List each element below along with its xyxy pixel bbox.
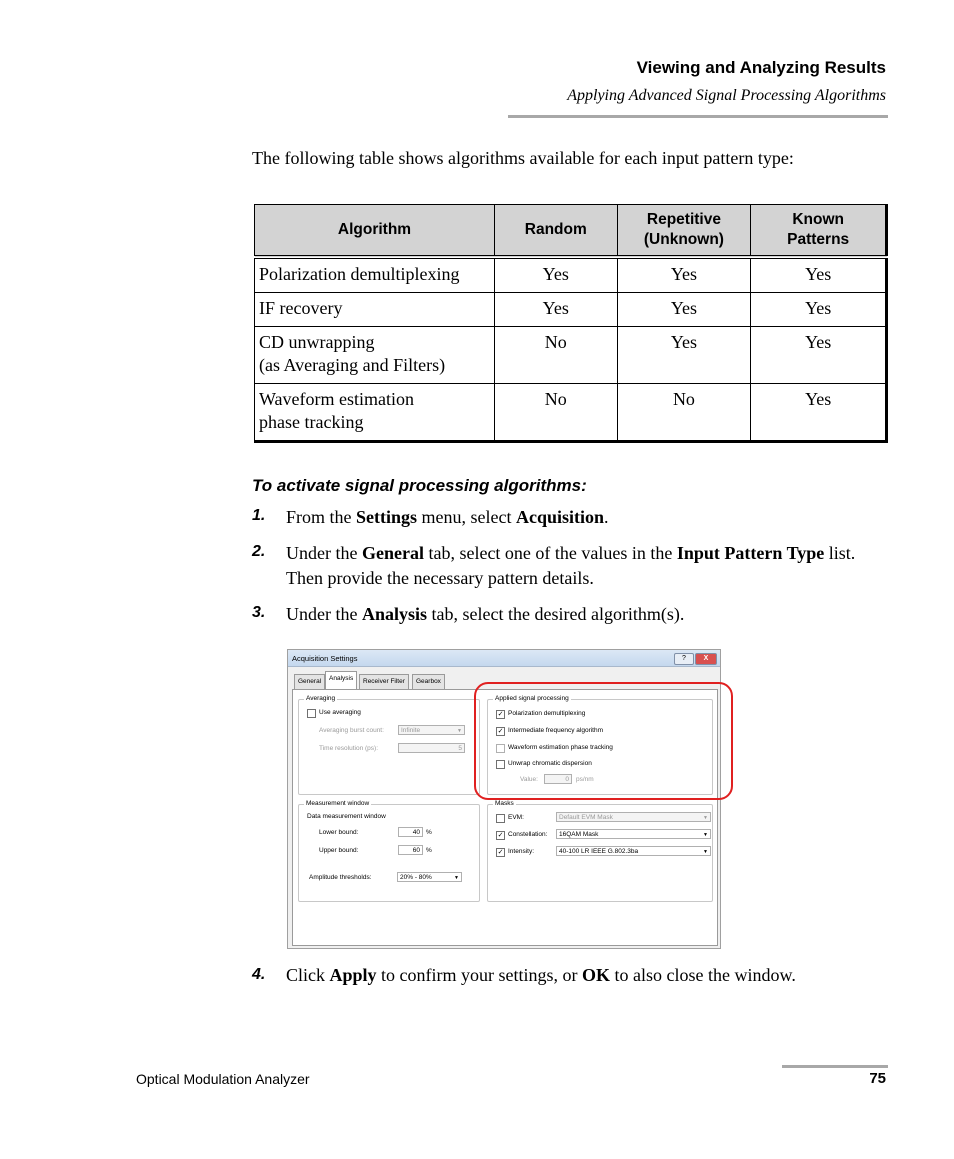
cell-random: No [494, 327, 617, 384]
cell-known: Yes [751, 293, 887, 327]
col-header-repetitive: Repetitive (Unknown) [617, 205, 751, 258]
cell-repetitive: Yes [617, 257, 751, 293]
procedure-heading: To activate signal processing algorithms: [252, 476, 587, 495]
step-number: 2. [252, 543, 266, 560]
cell-repetitive: No [617, 384, 751, 442]
chevron-down-icon: ▼ [454, 875, 459, 881]
lower-bound-input[interactable]: 40 [398, 827, 423, 837]
table-row [255, 384, 887, 442]
cell-known: Yes [751, 384, 887, 442]
burst-count-select[interactable]: Infinite ▼ [398, 725, 465, 735]
step-text: Click Apply to confirm your settings, or OK to also close the window. [286, 965, 796, 985]
evm-label: EVM: [508, 814, 524, 821]
cell-known: Yes [751, 257, 887, 293]
evm-mask-select[interactable]: Default EVM Mask ▼ [556, 812, 711, 822]
step-text: From the Settings menu, select Acquisition. [286, 507, 609, 527]
col-header-algorithm: Algorithm [255, 205, 495, 258]
highlight-circle [474, 682, 733, 800]
tab-gearbox[interactable]: Gearbox [412, 674, 445, 689]
time-resolution-input[interactable]: 5 [398, 743, 465, 753]
lower-bound-label: Lower bound: [319, 829, 359, 836]
intensity-checkbox[interactable]: ✓ [497, 849, 504, 856]
cell-random: Yes [494, 257, 617, 293]
intensity-mask-select[interactable]: 40-100 LR IEEE G.802.3ba ▼ [556, 846, 711, 856]
averaging-group [298, 695, 480, 795]
constellation-mask-select[interactable]: 16QAM Mask ▼ [556, 829, 711, 839]
upper-percent: % [426, 847, 432, 854]
cell-random: No [494, 384, 617, 442]
table-row [255, 293, 887, 327]
step-number: 1. [252, 507, 266, 524]
if-algorithm-label: Intermediate frequency algorithm [508, 727, 604, 734]
constellation-label: Constellation: [508, 831, 548, 838]
table-row [255, 327, 887, 384]
tab-receiver-filter[interactable]: Receiver Filter [359, 674, 409, 689]
help-button[interactable]: ? [674, 653, 694, 665]
cell-repetitive: Yes [617, 293, 751, 327]
upper-bound-label: Upper bound: [319, 847, 359, 854]
close-button[interactable]: X [695, 653, 717, 665]
if-algorithm-checkbox[interactable]: ✓ [497, 728, 504, 735]
dialog-titlebar [288, 650, 720, 667]
cd-unit-label: ps/nm [576, 776, 594, 783]
masks-group [487, 800, 713, 902]
burst-count-label: Averaging burst count: [319, 727, 384, 734]
constellation-checkbox[interactable]: ✓ [497, 832, 504, 839]
chevron-down-icon: ▼ [703, 832, 708, 838]
waveform-label: Waveform estimation phase tracking [508, 744, 613, 751]
header-rule [508, 115, 888, 118]
measurement-window-group [298, 800, 480, 902]
cell-algorithm: Waveform estimation phase tracking [255, 384, 495, 442]
measurement-window-title: Measurement window [306, 800, 370, 807]
cd-value-input[interactable]: 0 [544, 774, 572, 784]
chevron-down-icon: ▼ [703, 849, 708, 855]
algorithm-table [254, 204, 888, 443]
cell-algorithm: CD unwrapping (as Averaging and Filters) [255, 327, 495, 384]
lower-percent: % [426, 829, 432, 836]
footer-product-name: Optical Modulation Analyzer [136, 1071, 310, 1087]
use-averaging-checkbox[interactable] [307, 709, 316, 718]
chevron-down-icon: ▼ [457, 728, 462, 734]
polarization-label: Polarization demultiplexing [508, 710, 586, 717]
intensity-label: Intensity: [508, 848, 535, 855]
table-row [255, 257, 887, 293]
col-header-known: Known Patterns [751, 205, 887, 258]
footer-rule [782, 1065, 888, 1068]
time-resolution-label: Time resolution (ps): [319, 745, 378, 752]
amplitude-thresholds-label: Amplitude thresholds: [309, 874, 372, 881]
col-header-random: Random [494, 205, 617, 258]
cell-repetitive: Yes [617, 327, 751, 384]
running-header-subtitle: Applying Advanced Signal Processing Algorithms [567, 87, 886, 104]
cell-known: Yes [751, 327, 887, 384]
signal-processing-group-title: Applied signal processing [495, 695, 569, 702]
page-number: 75 [869, 1070, 886, 1087]
intro-paragraph: The following table shows algorithms available for each input pattern type: [252, 148, 794, 168]
tab-general[interactable]: General [294, 674, 325, 689]
use-averaging-label: Use averaging [319, 709, 361, 716]
upper-bound-input[interactable]: 60 [398, 845, 423, 855]
evm-checkbox[interactable] [496, 814, 505, 823]
step-number: 4. [252, 966, 266, 983]
data-window-label: Data measurement window [307, 813, 386, 820]
averaging-group-title: Averaging [306, 695, 336, 702]
step-number: 3. [252, 604, 266, 621]
dialog-title: Acquisition Settings [292, 654, 358, 663]
chevron-down-icon: ▼ [703, 815, 708, 821]
cd-value-label: Value: [520, 776, 538, 783]
polarization-checkbox[interactable]: ✓ [497, 711, 504, 718]
unwrap-cd-label: Unwrap chromatic dispersion [508, 760, 592, 767]
running-header-title: Viewing and Analyzing Results [636, 58, 886, 77]
cell-algorithm: IF recovery [255, 293, 495, 327]
table-header-row [255, 205, 887, 258]
amplitude-thresholds-select[interactable]: 20% - 80% ▼ [397, 872, 462, 882]
cell-random: Yes [494, 293, 617, 327]
step-text: Under the General tab, select one of the values in the Input Pattern Type list. Then provide the necessary pattern details. [286, 543, 856, 588]
cell-algorithm: Polarization demultiplexing [255, 257, 495, 293]
masks-title: Masks [495, 800, 514, 807]
tab-analysis[interactable]: Analysis [325, 671, 357, 690]
step-text: Under the Analysis tab, select the desired algorithm(s). [286, 604, 685, 624]
